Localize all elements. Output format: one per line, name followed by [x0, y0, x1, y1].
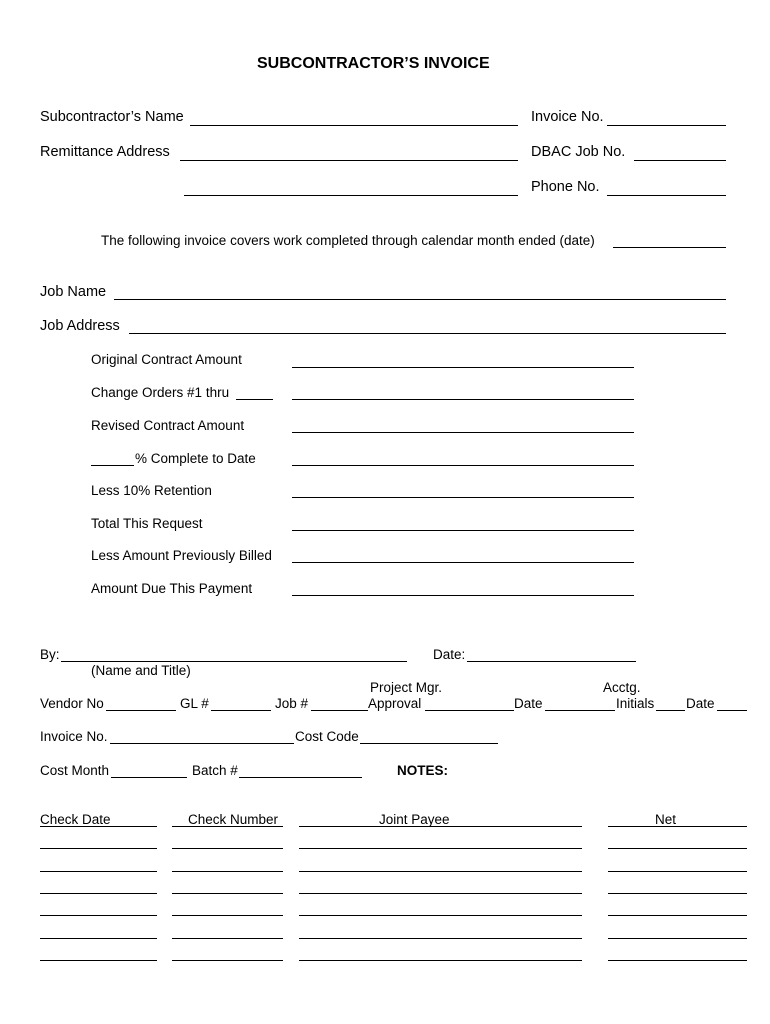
- remittance-address-field-1[interactable]: [180, 160, 518, 161]
- check-date-header: Check Date: [40, 812, 111, 827]
- joint-payee-cell[interactable]: [299, 960, 582, 961]
- check-number-cell[interactable]: [172, 938, 283, 939]
- joint-payee-header: Joint Payee: [379, 812, 450, 827]
- retention-field[interactable]: [292, 497, 634, 498]
- check-date-cell[interactable]: [40, 848, 157, 849]
- job-name-label: Job Name: [40, 284, 107, 300]
- total-request-field[interactable]: [292, 530, 634, 531]
- phone-no-field[interactable]: [607, 195, 726, 196]
- amount-due-field[interactable]: [292, 595, 634, 596]
- job-no-label: Job #: [275, 696, 309, 711]
- cost-code-label: Cost Code: [295, 729, 359, 744]
- office-invoice-no-field[interactable]: [110, 743, 294, 744]
- check-number-cell[interactable]: [172, 960, 283, 961]
- check-number-header-rule: [172, 826, 283, 827]
- check-number-cell[interactable]: [172, 893, 283, 894]
- change-orders-number-field[interactable]: [236, 399, 273, 400]
- joint-payee-cell[interactable]: [299, 871, 582, 872]
- net-header: Net: [655, 812, 677, 827]
- check-number-cell[interactable]: [172, 915, 283, 916]
- net-cell[interactable]: [608, 871, 747, 872]
- joint-payee-cell[interactable]: [299, 893, 582, 894]
- office-invoice-no-label: Invoice No.: [40, 729, 108, 744]
- check-number-cell[interactable]: [172, 871, 283, 872]
- subcontractor-name-label: Subcontractor’s Name: [40, 109, 184, 125]
- notes-label: NOTES:: [397, 763, 449, 778]
- batch-label: Batch #: [192, 763, 238, 778]
- remittance-address-field-2[interactable]: [184, 195, 518, 196]
- remittance-address-label: Remittance Address: [40, 144, 170, 160]
- original-contract-label: Original Contract Amount: [91, 352, 242, 367]
- dbac-job-no-field[interactable]: [634, 160, 726, 161]
- job-name-field[interactable]: [114, 299, 726, 300]
- check-number-cell[interactable]: [172, 848, 283, 849]
- accounting-label: Acctg.: [603, 680, 641, 695]
- net-cell[interactable]: [608, 893, 747, 894]
- signature-field[interactable]: [61, 661, 407, 662]
- revised-contract-label: Revised Contract Amount: [91, 418, 245, 433]
- previously-billed-field[interactable]: [292, 562, 634, 563]
- original-contract-field[interactable]: [292, 367, 634, 368]
- job-address-field[interactable]: [129, 333, 726, 334]
- gl-label: GL #: [180, 696, 209, 711]
- accounting-date-field[interactable]: [717, 710, 747, 711]
- name-and-title-label: (Name and Title): [91, 663, 191, 678]
- previously-billed-label: Less Amount Previously Billed: [91, 548, 272, 563]
- joint-payee-cell[interactable]: [299, 915, 582, 916]
- invoice-no-field[interactable]: [607, 125, 726, 126]
- approval-date-field[interactable]: [545, 710, 615, 711]
- percent-complete-amount-field[interactable]: [292, 465, 634, 466]
- phone-no-label: Phone No.: [531, 179, 600, 195]
- check-date-cell[interactable]: [40, 893, 157, 894]
- period-date-field[interactable]: [613, 247, 726, 248]
- net-cell[interactable]: [608, 960, 747, 961]
- percent-complete-field[interactable]: [91, 465, 134, 466]
- check-date-header-rule: [40, 826, 157, 827]
- vendor-no-field[interactable]: [106, 710, 176, 711]
- job-address-label: Job Address: [40, 318, 120, 334]
- cost-month-field[interactable]: [111, 777, 187, 778]
- form-title: SUBCONTRACTOR’S INVOICE: [257, 55, 490, 72]
- check-number-header: Check Number: [188, 812, 279, 827]
- job-no-field[interactable]: [311, 710, 368, 711]
- net-header-rule: [608, 826, 747, 827]
- retention-label: Less 10% Retention: [91, 483, 212, 498]
- cost-code-field[interactable]: [360, 743, 498, 744]
- check-date-cell[interactable]: [40, 960, 157, 961]
- percent-complete-label: % Complete to Date: [135, 451, 256, 466]
- amount-due-label: Amount Due This Payment: [91, 581, 253, 596]
- revised-contract-field[interactable]: [292, 432, 634, 433]
- joint-payee-header-rule: [299, 826, 582, 827]
- subcontractor-name-field[interactable]: [190, 125, 518, 126]
- period-text: The following invoice covers work completed through calendar month ended (date): [101, 233, 595, 248]
- check-date-cell[interactable]: [40, 915, 157, 916]
- change-orders-label: Change Orders #1 thru: [91, 385, 230, 400]
- accounting-date-label: Date: [686, 696, 715, 711]
- approval-date-label: Date: [514, 696, 543, 711]
- net-cell[interactable]: [608, 848, 747, 849]
- change-orders-field[interactable]: [292, 399, 634, 400]
- approval-label: Approval: [368, 696, 422, 711]
- batch-field[interactable]: [239, 777, 362, 778]
- initials-label: Initials: [616, 696, 655, 711]
- joint-payee-cell[interactable]: [299, 848, 582, 849]
- initials-field[interactable]: [656, 710, 685, 711]
- total-request-label: Total This Request: [91, 516, 203, 531]
- signature-date-field[interactable]: [467, 661, 636, 662]
- cost-month-label: Cost Month: [40, 763, 110, 778]
- gl-field[interactable]: [211, 710, 271, 711]
- net-cell[interactable]: [608, 938, 747, 939]
- approval-field[interactable]: [425, 710, 514, 711]
- project-mgr-label: Project Mgr.: [370, 680, 443, 695]
- check-date-cell[interactable]: [40, 938, 157, 939]
- joint-payee-cell[interactable]: [299, 938, 582, 939]
- signature-date-label: Date:: [433, 647, 466, 662]
- net-cell[interactable]: [608, 915, 747, 916]
- dbac-job-no-label: DBAC Job No.: [531, 144, 626, 160]
- invoice-no-label: Invoice No.: [531, 109, 604, 125]
- vendor-no-label: Vendor No: [40, 696, 104, 711]
- check-date-cell[interactable]: [40, 871, 157, 872]
- by-label: By:: [40, 647, 60, 662]
